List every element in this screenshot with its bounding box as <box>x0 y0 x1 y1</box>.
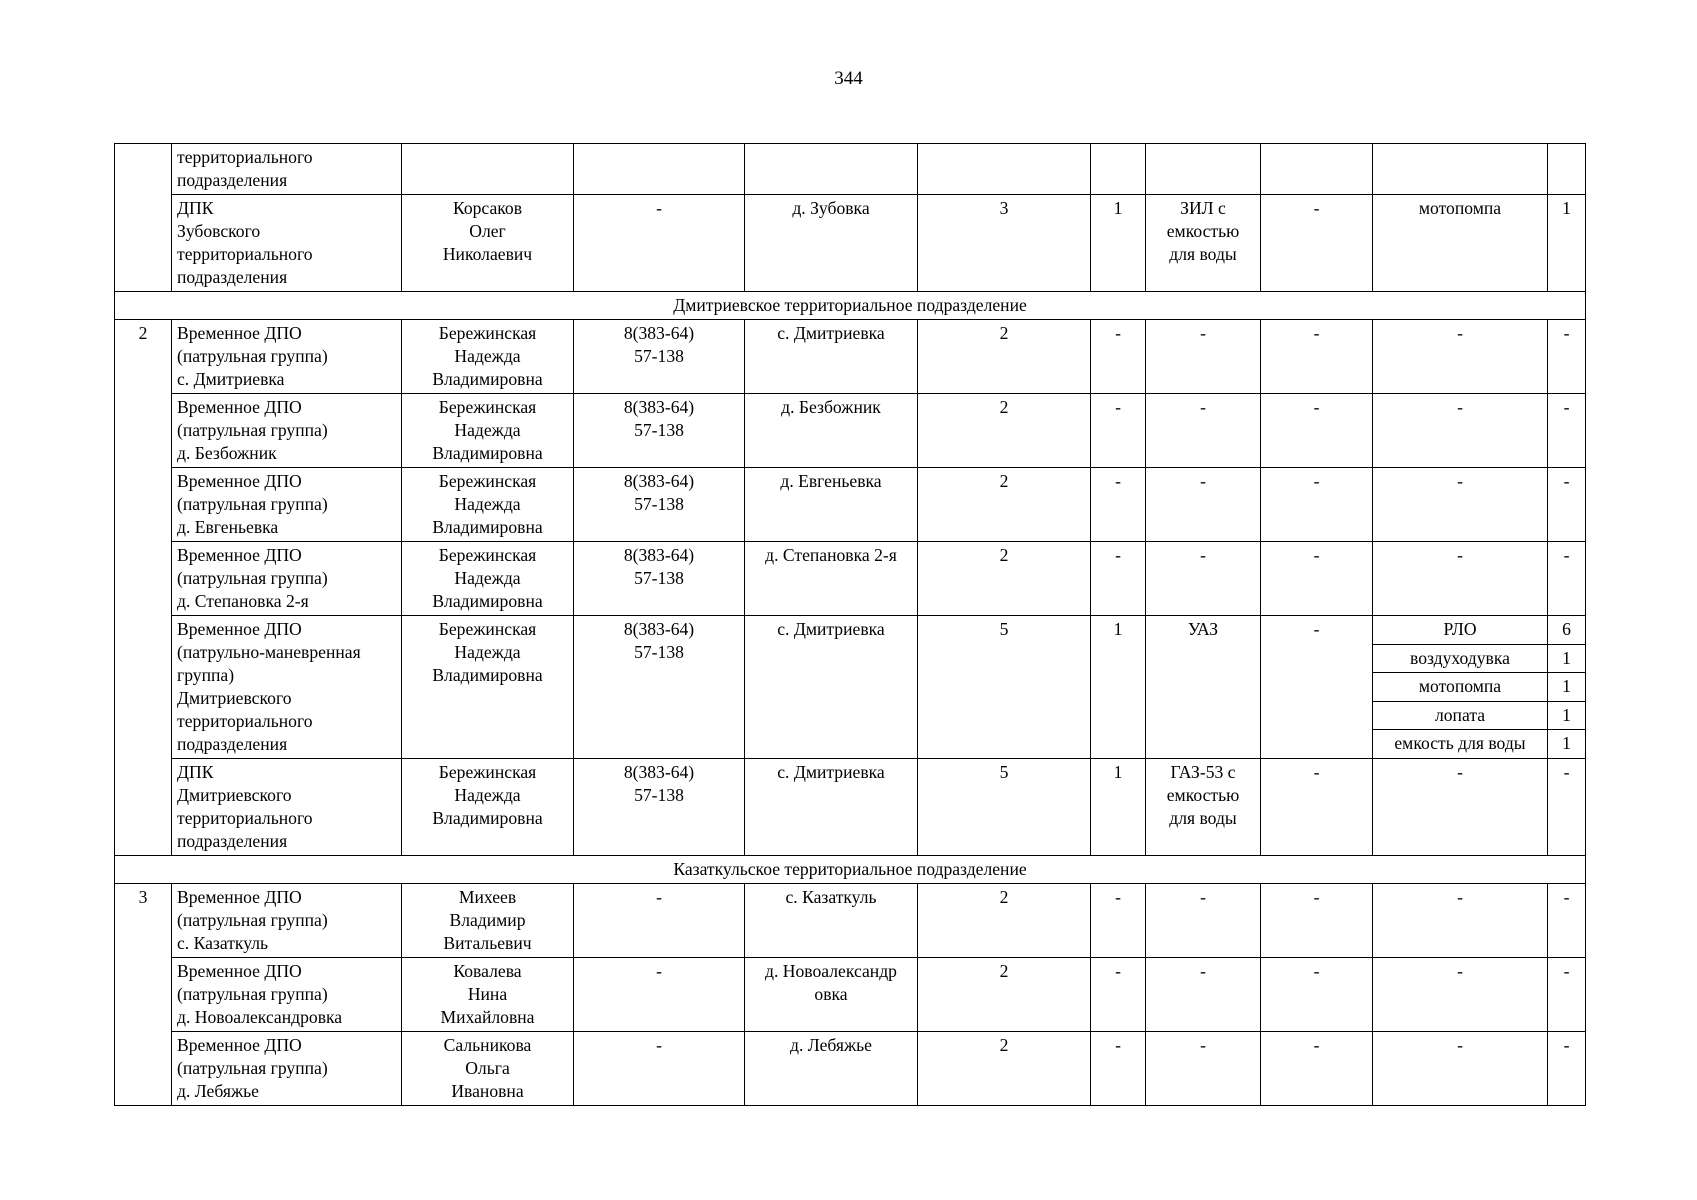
unit-name-cell: ДПК Зубовского территориального подразделения <box>172 195 402 292</box>
equipment-count-cell: 1 <box>1548 195 1586 292</box>
phone-cell: 8(383-64) 57-138 <box>574 320 745 394</box>
location-cell <box>745 144 918 195</box>
unit-name-cell: Временное ДПО (патрульно-маневренная группа) Дмитриевского территориального подразделения <box>172 616 402 759</box>
equipment-count-cell: - <box>1548 884 1586 958</box>
table-body <box>115 144 1586 1106</box>
section-header-row <box>115 292 1586 320</box>
phone-cell: - <box>574 1032 745 1106</box>
table-row <box>115 958 1586 1032</box>
equipment-count-cell: 1 <box>1548 673 1586 702</box>
equipment-name-cell: емкость для воды <box>1373 730 1548 759</box>
location-cell: с. Дмитриевка <box>745 616 918 759</box>
equipment-count-cell <box>1548 144 1586 195</box>
people-count-cell: 3 <box>918 195 1091 292</box>
unit-name-cell: Временное ДПО (патрульная группа) д. Безбожник <box>172 394 402 468</box>
vehicle-cell: - <box>1146 1032 1261 1106</box>
vehicle-cell <box>1146 144 1261 195</box>
people-count-cell: 2 <box>918 468 1091 542</box>
extra-equipment-cell: - <box>1261 468 1373 542</box>
equipment-name-cell: лопата <box>1373 701 1548 730</box>
people-count-cell: 5 <box>918 616 1091 759</box>
extra-equipment-cell: - <box>1261 884 1373 958</box>
extra-equipment-cell: - <box>1261 1032 1373 1106</box>
location-cell: д. Зубовка <box>745 195 918 292</box>
unit-name-cell: ДПК Дмитриевского территориального подразделения <box>172 759 402 856</box>
vehicle-cell: ЗИЛ с емкостью для воды <box>1146 195 1261 292</box>
equipment-count-cell: - <box>1548 759 1586 856</box>
equipment-count-cell: - <box>1548 958 1586 1032</box>
equipment-name-cell: воздуходувка <box>1373 644 1548 673</box>
head-name-cell: Корсаков Олег Николаевич <box>402 195 574 292</box>
location-cell: с. Дмитриевка <box>745 759 918 856</box>
extra-equipment-cell: - <box>1261 394 1373 468</box>
equipment-name-cell: - <box>1373 394 1548 468</box>
section-title: Казаткульское территориальное подразделение <box>115 856 1586 884</box>
equipment-count-cell: - <box>1548 468 1586 542</box>
equipment-count-cell: 1 <box>1548 730 1586 759</box>
location-cell: д. Лебяжье <box>745 1032 918 1106</box>
phone-cell: - <box>574 884 745 958</box>
phone-cell: - <box>574 195 745 292</box>
people-count-cell: 2 <box>918 958 1091 1032</box>
vehicle-cell: - <box>1146 468 1261 542</box>
head-name-cell: Бережинская Надежда Владимировна <box>402 468 574 542</box>
table-row <box>115 542 1586 616</box>
people-count-cell: 2 <box>918 320 1091 394</box>
units-count-cell: - <box>1091 542 1146 616</box>
equipment-name-cell: - <box>1373 320 1548 394</box>
unit-name-cell: Временное ДПО (патрульная группа) д. Степановка 2-я <box>172 542 402 616</box>
units-count-cell: 1 <box>1091 195 1146 292</box>
equipment-count-cell: - <box>1548 394 1586 468</box>
table-row <box>115 884 1586 958</box>
phone-cell: 8(383-64) 57-138 <box>574 468 745 542</box>
vehicle-cell: - <box>1146 542 1261 616</box>
table-row <box>115 394 1586 468</box>
equipment-name-cell: - <box>1373 958 1548 1032</box>
people-count-cell: 2 <box>918 884 1091 958</box>
table-row <box>115 320 1586 394</box>
unit-name-cell: территориального подразделения <box>172 144 402 195</box>
section-title: Дмитриевское территориальное подразделение <box>115 292 1586 320</box>
location-cell: с. Дмитриевка <box>745 320 918 394</box>
location-cell: д. Степановка 2-я <box>745 542 918 616</box>
table-row <box>115 1032 1586 1106</box>
table-row <box>115 468 1586 542</box>
units-count-cell: - <box>1091 1032 1146 1106</box>
row-number-cell: 3 <box>115 884 172 1106</box>
equipment-name-cell: мотопомпа <box>1373 673 1548 702</box>
head-name-cell: Бережинская Надежда Владимировна <box>402 542 574 616</box>
phone-cell: 8(383-64) 57-138 <box>574 759 745 856</box>
head-name-cell: Бережинская Надежда Владимировна <box>402 616 574 759</box>
unit-name-cell: Временное ДПО (патрульная группа) д. Новоалександровка <box>172 958 402 1032</box>
equipment-count-cell: - <box>1548 1032 1586 1106</box>
head-name-cell: Бережинская Надежда Владимировна <box>402 320 574 394</box>
units-count-cell: - <box>1091 394 1146 468</box>
extra-equipment-cell <box>1261 144 1373 195</box>
phone-cell: 8(383-64) 57-138 <box>574 616 745 759</box>
unit-name-cell: Временное ДПО (патрульная группа) с. Дмитриевка <box>172 320 402 394</box>
extra-equipment-cell: - <box>1261 542 1373 616</box>
vehicle-cell: УАЗ <box>1146 616 1261 759</box>
fire-units-table <box>114 143 1586 1106</box>
head-name-cell: Михеев Владимир Витальевич <box>402 884 574 958</box>
row-number-cell <box>115 144 172 292</box>
location-cell: д. Новоалександр овка <box>745 958 918 1032</box>
people-count-cell: 2 <box>918 1032 1091 1106</box>
section-header-row <box>115 856 1586 884</box>
phone-cell: 8(383-64) 57-138 <box>574 394 745 468</box>
head-name-cell: Бережинская Надежда Владимировна <box>402 759 574 856</box>
page-number: 344 <box>834 68 863 89</box>
extra-equipment-cell: - <box>1261 195 1373 292</box>
equipment-count-cell: 1 <box>1548 644 1586 673</box>
head-name-cell: Сальникова Ольга Ивановна <box>402 1032 574 1106</box>
row-number-cell: 2 <box>115 320 172 856</box>
units-count-cell: 1 <box>1091 759 1146 856</box>
people-count-cell: 2 <box>918 394 1091 468</box>
units-count-cell: - <box>1091 468 1146 542</box>
location-cell: с. Казаткуль <box>745 884 918 958</box>
location-cell: д. Евгеньевка <box>745 468 918 542</box>
table-row <box>115 616 1586 645</box>
unit-name-cell: Временное ДПО (патрульная группа) д. Лебяжье <box>172 1032 402 1106</box>
head-name-cell: Бережинская Надежда Владимировна <box>402 394 574 468</box>
vehicle-cell: - <box>1146 320 1261 394</box>
people-count-cell <box>918 144 1091 195</box>
unit-name-cell: Временное ДПО (патрульная группа) д. Евгеньевка <box>172 468 402 542</box>
extra-equipment-cell: - <box>1261 958 1373 1032</box>
table-row <box>115 195 1586 292</box>
equipment-name-cell: РЛО <box>1373 616 1548 645</box>
vehicle-cell: - <box>1146 884 1261 958</box>
table-row <box>115 144 1586 195</box>
equipment-count-cell: 1 <box>1548 701 1586 730</box>
units-count-cell: 1 <box>1091 616 1146 759</box>
vehicle-cell: - <box>1146 394 1261 468</box>
units-count-cell: - <box>1091 884 1146 958</box>
equipment-name-cell: - <box>1373 884 1548 958</box>
head-name-cell <box>402 144 574 195</box>
units-count-cell <box>1091 144 1146 195</box>
people-count-cell: 2 <box>918 542 1091 616</box>
equipment-count-cell: 6 <box>1548 616 1586 645</box>
equipment-name-cell: мотопомпа <box>1373 195 1548 292</box>
vehicle-cell: ГАЗ-53 с емкостью для воды <box>1146 759 1261 856</box>
equipment-name-cell: - <box>1373 468 1548 542</box>
equipment-name-cell <box>1373 144 1548 195</box>
equipment-count-cell: - <box>1548 320 1586 394</box>
phone-cell: 8(383-64) 57-138 <box>574 542 745 616</box>
equipment-count-cell: - <box>1548 542 1586 616</box>
extra-equipment-cell: - <box>1261 320 1373 394</box>
equipment-name-cell: - <box>1373 542 1548 616</box>
phone-cell: - <box>574 958 745 1032</box>
extra-equipment-cell: - <box>1261 616 1373 759</box>
units-count-cell: - <box>1091 320 1146 394</box>
phone-cell <box>574 144 745 195</box>
head-name-cell: Ковалева Нина Михайловна <box>402 958 574 1032</box>
vehicle-cell: - <box>1146 958 1261 1032</box>
units-count-cell: - <box>1091 958 1146 1032</box>
table-row <box>115 759 1586 856</box>
equipment-name-cell: - <box>1373 1032 1548 1106</box>
equipment-name-cell: - <box>1373 759 1548 856</box>
extra-equipment-cell: - <box>1261 759 1373 856</box>
unit-name-cell: Временное ДПО (патрульная группа) с. Казаткуль <box>172 884 402 958</box>
people-count-cell: 5 <box>918 759 1091 856</box>
location-cell: д. Безбожник <box>745 394 918 468</box>
